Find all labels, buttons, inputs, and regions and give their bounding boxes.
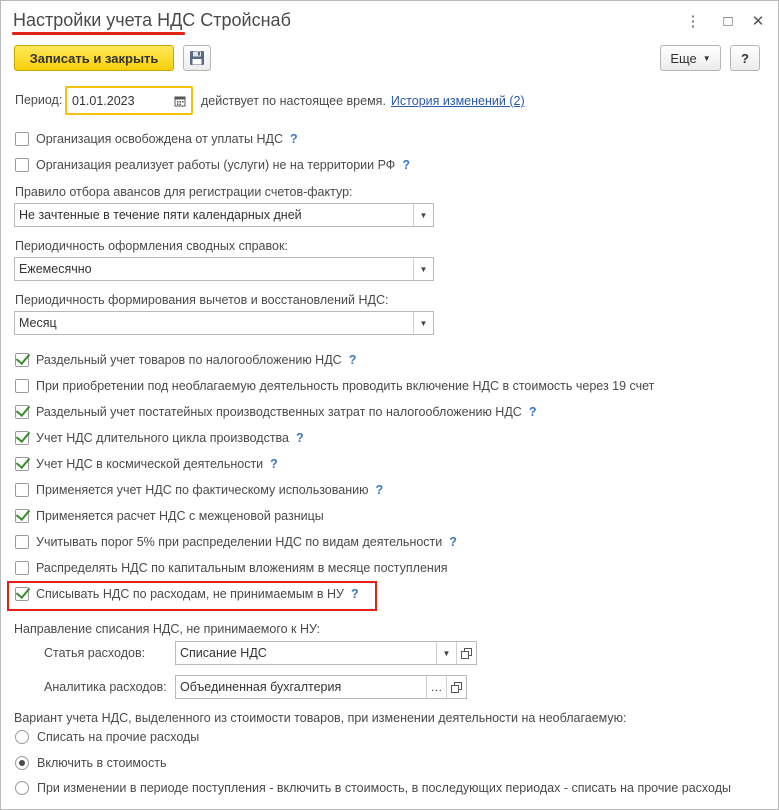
radio-writeoff-other[interactable] [15, 730, 29, 744]
more-button[interactable] [660, 45, 721, 71]
checkbox-row[interactable] [15, 509, 324, 523]
checkbox-row[interactable] [15, 535, 457, 549]
deductions-period-value: Месяц [19, 316, 57, 330]
open-icon[interactable] [456, 642, 476, 664]
analytics-label-row [44, 680, 167, 694]
expense-item-value: Списание НДС [180, 646, 267, 660]
radio-row[interactable] [15, 756, 166, 770]
checkbox-writeoff-vat[interactable] [15, 587, 29, 601]
analytics-value: Объединенная бухгалтерия [180, 680, 342, 694]
period-date-value: 01.01.2023 [72, 93, 135, 108]
advances-label: Правило отбора авансов для регистрации счетов-фактур: [15, 185, 353, 199]
help-icon[interactable]: ? [348, 353, 357, 367]
checkbox-label: Учитывать порог 5% при распределении НДС по видам деятельности [36, 535, 443, 549]
checkbox-row[interactable] [15, 587, 359, 601]
checkbox-row[interactable] [15, 405, 536, 419]
deductions-period-label: Периодичность формирования вычетов и восстановлений НДС: [15, 293, 389, 307]
deductions-period-select[interactable] [14, 311, 434, 335]
checkbox-label: Учет НДС длительного цикла производства [36, 431, 289, 445]
help-icon[interactable]: ? [449, 535, 457, 549]
expense-item-label: Статья расходов: [44, 646, 146, 660]
checkbox-row[interactable] [15, 483, 383, 497]
save-and-close-button[interactable]: Записать и закрыть [14, 45, 174, 71]
period-note-row [201, 94, 525, 108]
summary-period-value: Ежемесячно [19, 262, 92, 276]
radio-include-cost[interactable] [15, 756, 29, 770]
close-icon[interactable]: ✕ [751, 13, 765, 30]
checkbox-long-cycle[interactable] [15, 431, 29, 445]
checkbox-label: Применяется расчет НДС с межценовой разницы [36, 509, 324, 523]
chevron-down-icon[interactable]: ▼ [413, 258, 433, 280]
writeoff-label: Направление списания НДС, не принимаемого к НУ: [14, 622, 321, 636]
checkbox-space[interactable] [15, 457, 29, 471]
checkbox-separate-costs[interactable] [15, 405, 29, 419]
checkbox-capital-investments[interactable] [15, 561, 29, 575]
analytics-label: Аналитика расходов: [44, 680, 167, 694]
summary-period-label: Периодичность оформления сводных справок: [15, 239, 288, 253]
period-row [15, 93, 62, 107]
radio-label: При изменении в периоде поступления - включить в стоимость, в последующих периодах - списать на прочие расходы [37, 781, 731, 795]
checkbox-account-19[interactable] [15, 379, 29, 393]
checkbox-exempt[interactable] [15, 132, 29, 146]
summary-label-row [15, 239, 288, 253]
save-button[interactable] [183, 45, 211, 71]
calendar-icon[interactable] [169, 95, 191, 107]
radio-mixed[interactable] [15, 781, 29, 795]
checkbox-row[interactable] [15, 132, 298, 146]
help-icon[interactable]: ? [290, 132, 298, 146]
checkbox-abroad[interactable] [15, 158, 29, 172]
history-link[interactable]: История изменений (2) [390, 94, 525, 108]
checkbox-separate-goods[interactable] [15, 353, 29, 367]
checkbox-row[interactable] [15, 561, 448, 575]
open-icon[interactable] [446, 676, 466, 698]
maximize-icon[interactable]: □ [723, 12, 733, 30]
advances-value: Не зачтенные в течение пяти календарных дней [19, 208, 302, 222]
checkbox-label: Организация освобождена от уплаты НДС [36, 132, 283, 146]
variant-label-row [14, 711, 627, 725]
checkbox-row[interactable] [15, 457, 278, 471]
analytics-select[interactable] [175, 675, 467, 699]
radio-label: Списать на прочие расходы [37, 730, 200, 744]
chevron-down-icon[interactable]: ▼ [436, 642, 456, 664]
help-icon[interactable]: ? [375, 483, 384, 497]
checkbox-row[interactable] [15, 353, 356, 367]
help-icon[interactable]: ? [296, 431, 304, 445]
floppy-disk-icon [189, 50, 205, 66]
window-title: Настройки учета НДС Стройснаб [13, 10, 291, 30]
checkbox-label: Учет НДС в космической деятельности [36, 457, 264, 471]
period-date-field[interactable] [65, 86, 193, 115]
advances-select[interactable] [14, 203, 434, 227]
checkbox-label: При приобретении под необлагаемую деятельность проводить включение НДС в стоимость через 19 счет [36, 379, 655, 393]
checkbox-label: Применяется учет НДС по фактическому использованию [36, 483, 369, 497]
more-options-icon[interactable]: ⋮ [685, 13, 701, 30]
advances-label-row [15, 185, 353, 199]
checkbox-row[interactable] [15, 431, 304, 445]
checkbox-label: Распределять НДС по капитальным вложениям в месяце поступления [36, 561, 448, 575]
chevron-down-icon: ▼ [702, 53, 711, 63]
radio-row[interactable] [15, 730, 199, 744]
help-icon[interactable]: ? [350, 587, 359, 601]
checkbox-label: Списывать НДС по расходам, не принимаемым в НУ [36, 587, 344, 601]
checkbox-label: Раздельный учет товаров по налогообложению НДС [36, 353, 342, 367]
help-icon[interactable]: ? [528, 405, 537, 419]
checkbox-label: Раздельный учет постатейных производственных затрат по налогообложению НДС [36, 405, 522, 419]
variant-label: Вариант учета НДС, выделенного из стоимости товаров, при изменении деятельности на необлагаемую: [14, 711, 627, 725]
help-icon[interactable]: ? [402, 158, 410, 172]
expense-item-label-row [44, 646, 145, 660]
help-icon[interactable]: ? [270, 457, 278, 471]
period-note: действует по настоящее время. [201, 94, 386, 108]
summary-period-select[interactable] [14, 257, 434, 281]
more-button-label: Еще [670, 50, 697, 66]
title-highlight-underline [12, 32, 185, 35]
checkbox-label: Организация реализует работы (услуги) не на территории РФ [36, 158, 396, 172]
deductions-label-row [15, 293, 388, 307]
checkbox-threshold-5[interactable] [15, 535, 29, 549]
period-label: Период: [15, 93, 63, 107]
radio-label: Включить в стоимость [37, 756, 167, 770]
checkbox-price-difference[interactable] [15, 509, 29, 523]
checkbox-row[interactable] [15, 158, 410, 172]
chevron-down-icon[interactable]: ▼ [413, 204, 433, 226]
ellipsis-icon[interactable]: … [426, 676, 446, 698]
radio-row[interactable] [15, 781, 731, 795]
writeoff-label-row [14, 622, 320, 636]
expense-item-select[interactable] [175, 641, 477, 665]
help-button[interactable]: ? [730, 45, 760, 71]
checkbox-row[interactable] [15, 379, 654, 393]
checkbox-actual-use[interactable] [15, 483, 29, 497]
chevron-down-icon[interactable]: ▼ [413, 312, 433, 334]
